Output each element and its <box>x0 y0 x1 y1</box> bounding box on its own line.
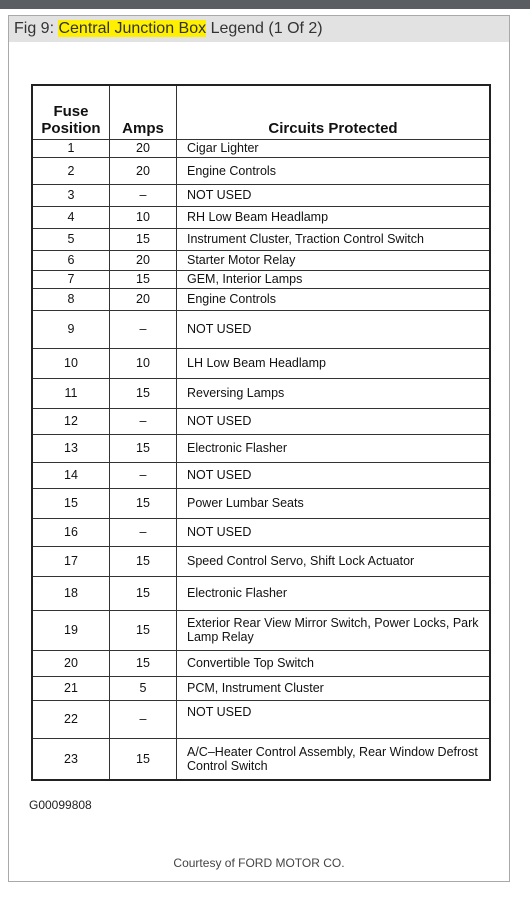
figure-caption <box>9 16 509 42</box>
amps-cell: 20 <box>110 288 177 310</box>
caption-prefix: Fig 9: <box>14 20 55 37</box>
fuse-position-cell: 7 <box>32 270 110 288</box>
amps-cell: 20 <box>110 139 177 157</box>
fuse-position-cell: 4 <box>32 206 110 228</box>
fuse-legend-table <box>31 84 491 781</box>
circuits-cell: Power Lumbar Seats <box>177 488 491 518</box>
amps-cell: – <box>110 518 177 546</box>
circuits-cell: NOT USED <box>177 184 491 206</box>
table-row <box>32 408 490 434</box>
caption-highlight: Central Junction Box <box>58 20 207 37</box>
amps-cell: 5 <box>110 676 177 700</box>
table-header-row <box>32 85 490 139</box>
table-row <box>32 676 490 700</box>
figure-frame <box>8 15 510 882</box>
table-row <box>32 378 490 408</box>
caption-suffix: Legend (1 Of 2) <box>210 20 323 37</box>
header-position-label: Position <box>41 119 101 137</box>
table-row <box>32 546 490 576</box>
circuits-cell: Engine Controls <box>177 288 491 310</box>
circuits-cell: LH Low Beam Headlamp <box>177 348 491 378</box>
amps-cell: 20 <box>110 157 177 184</box>
amps-cell: 10 <box>110 348 177 378</box>
amps-cell: 15 <box>110 546 177 576</box>
fuse-position-cell: 21 <box>32 676 110 700</box>
table-row <box>32 288 490 310</box>
circuits-cell: NOT USED <box>177 518 491 546</box>
amps-cell: 15 <box>110 576 177 610</box>
amps-cell: 15 <box>110 228 177 250</box>
circuits-cell: PCM, Instrument Cluster <box>177 676 491 700</box>
fuse-position-cell: 6 <box>32 250 110 270</box>
amps-cell: – <box>110 700 177 738</box>
table-row <box>32 434 490 462</box>
fuse-position-cell: 23 <box>32 738 110 780</box>
fuse-position-cell: 11 <box>32 378 110 408</box>
amps-cell: 15 <box>110 650 177 676</box>
fuse-position-cell: 18 <box>32 576 110 610</box>
fuse-position-cell: 19 <box>32 610 110 650</box>
amps-cell: – <box>110 408 177 434</box>
table-body <box>32 139 490 780</box>
circuits-cell: RH Low Beam Headlamp <box>177 206 491 228</box>
circuits-cell: GEM, Interior Lamps <box>177 270 491 288</box>
amps-cell: 15 <box>110 378 177 408</box>
fuse-position-cell: 22 <box>32 700 110 738</box>
amps-cell: 10 <box>110 206 177 228</box>
fuse-position-cell: 12 <box>32 408 110 434</box>
fuse-position-cell: 14 <box>32 462 110 488</box>
table-row <box>32 462 490 488</box>
table-row <box>32 518 490 546</box>
table-row <box>32 610 490 650</box>
top-bar <box>0 0 530 9</box>
header-fuse-label: Fuse <box>53 102 89 120</box>
table-row <box>32 270 490 288</box>
amps-cell: 15 <box>110 610 177 650</box>
header-fuse-position <box>32 85 110 139</box>
amps-cell: 15 <box>110 738 177 780</box>
circuits-cell: NOT USED <box>177 700 491 738</box>
circuits-cell: Starter Motor Relay <box>177 250 491 270</box>
circuits-cell: Engine Controls <box>177 157 491 184</box>
table-row <box>32 157 490 184</box>
header-circuits: Circuits Protected <box>177 85 491 139</box>
fuse-position-cell: 1 <box>32 139 110 157</box>
circuits-cell: Convertible Top Switch <box>177 650 491 676</box>
amps-cell: 15 <box>110 488 177 518</box>
circuits-cell: A/C–Heater Control Assembly, Rear Window Defrost Control Switch <box>177 738 491 780</box>
fuse-position-cell: 9 <box>32 310 110 348</box>
fuse-position-cell: 2 <box>32 157 110 184</box>
fuse-position-cell: 8 <box>32 288 110 310</box>
circuits-cell: NOT USED <box>177 310 491 348</box>
fuse-position-cell: 10 <box>32 348 110 378</box>
fuse-position-cell: 15 <box>32 488 110 518</box>
fuse-position-cell: 17 <box>32 546 110 576</box>
table-row <box>32 488 490 518</box>
circuits-cell: Exterior Rear View Mirror Switch, Power Locks, Park Lamp Relay <box>177 610 491 650</box>
figure-code: G00099808 <box>29 798 92 812</box>
header-amps: Amps <box>110 85 177 139</box>
circuits-cell: NOT USED <box>177 408 491 434</box>
fuse-position-cell: 13 <box>32 434 110 462</box>
table-row <box>32 310 490 348</box>
amps-cell: 20 <box>110 250 177 270</box>
table-row <box>32 576 490 610</box>
table-row <box>32 700 490 738</box>
amps-cell: – <box>110 462 177 488</box>
fuse-position-cell: 3 <box>32 184 110 206</box>
amps-cell: 15 <box>110 434 177 462</box>
circuits-cell: Electronic Flasher <box>177 434 491 462</box>
circuits-cell: NOT USED <box>177 462 491 488</box>
table-row <box>32 738 490 780</box>
fuse-position-cell: 16 <box>32 518 110 546</box>
table-row <box>32 139 490 157</box>
circuits-cell: Instrument Cluster, Traction Control Switch <box>177 228 491 250</box>
table-row <box>32 250 490 270</box>
amps-cell: – <box>110 310 177 348</box>
courtesy-note: Courtesy of FORD MOTOR CO. <box>173 856 345 870</box>
table-row <box>32 206 490 228</box>
table-row <box>32 348 490 378</box>
table-row <box>32 228 490 250</box>
circuits-cell: Reversing Lamps <box>177 378 491 408</box>
amps-cell: – <box>110 184 177 206</box>
table-row <box>32 650 490 676</box>
fuse-position-cell: 20 <box>32 650 110 676</box>
circuits-cell: Electronic Flasher <box>177 576 491 610</box>
table-row <box>32 184 490 206</box>
amps-cell: 15 <box>110 270 177 288</box>
circuits-cell: Speed Control Servo, Shift Lock Actuator <box>177 546 491 576</box>
fuse-position-cell: 5 <box>32 228 110 250</box>
circuits-cell: Cigar Lighter <box>177 139 491 157</box>
